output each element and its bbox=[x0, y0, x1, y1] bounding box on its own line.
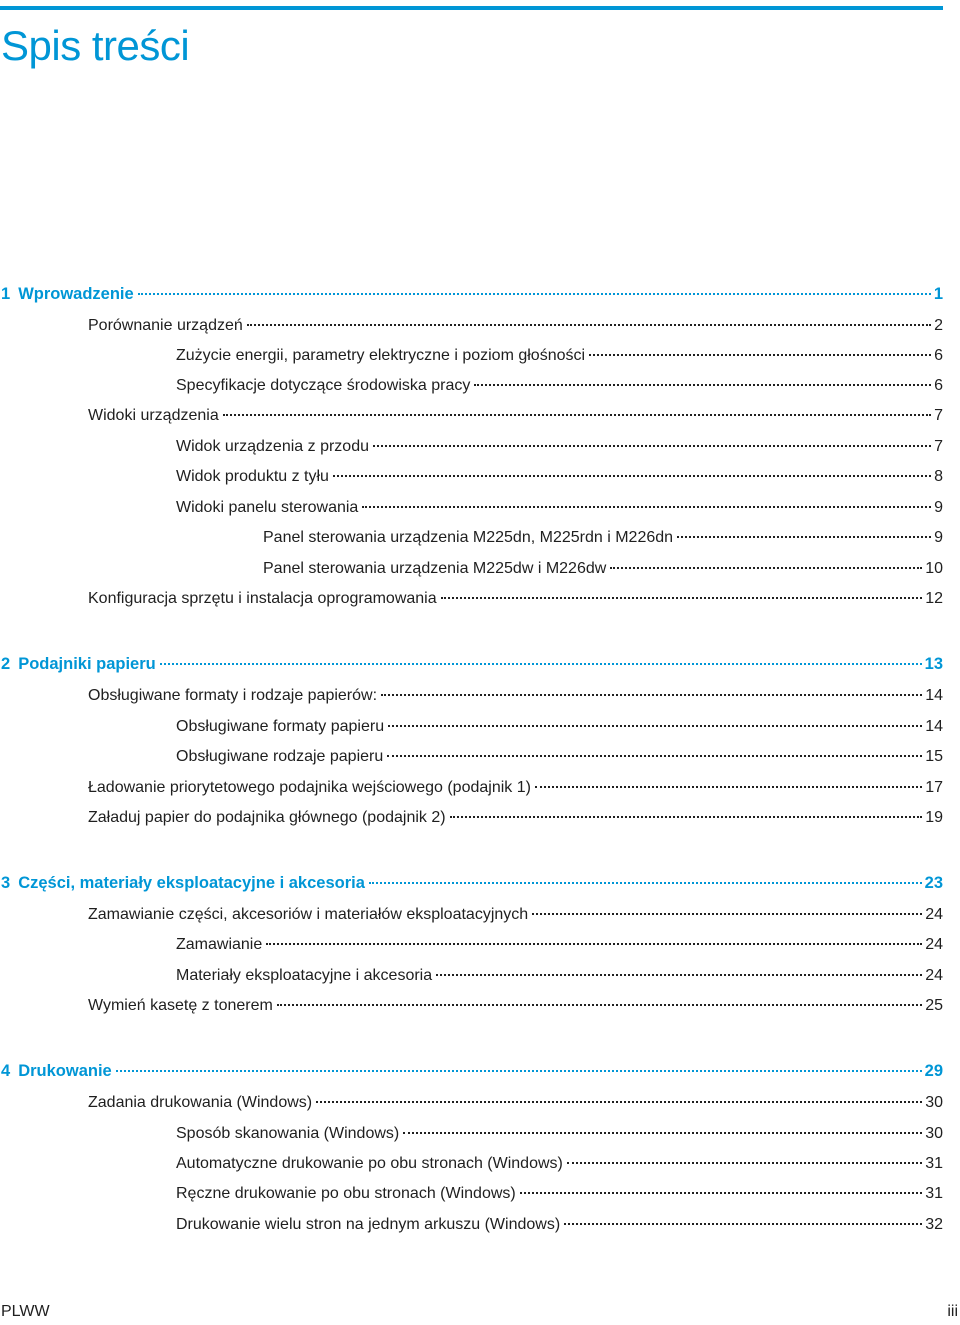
page-number: 1 bbox=[933, 285, 943, 303]
chapter-number: 2 bbox=[1, 655, 11, 673]
chapter-number: 3 bbox=[1, 874, 11, 892]
toc-chapter-1[interactable] bbox=[1, 282, 943, 306]
chapter-title: Drukowanie bbox=[18, 1062, 112, 1080]
page-number: 10 bbox=[925, 560, 943, 577]
entry-title: Obsługiwane formaty papieru bbox=[176, 718, 385, 735]
page-number: 24 bbox=[925, 936, 943, 953]
toc-entry[interactable] bbox=[88, 776, 943, 800]
entry-title: Sposób skanowania (Windows) bbox=[176, 1125, 400, 1142]
page-number: 13 bbox=[924, 655, 943, 673]
dot-leader bbox=[589, 352, 931, 356]
toc-chapter-3[interactable] bbox=[1, 871, 943, 895]
dot-leader bbox=[138, 291, 931, 295]
toc-entry[interactable] bbox=[176, 933, 943, 957]
page-number: 9 bbox=[934, 529, 943, 546]
entry-title: Zamawianie części, akcesoriów i materiałów eksploatacyjnych bbox=[88, 906, 529, 923]
entry-title: Panel sterowania urządzenia M225dw i M226dw bbox=[263, 560, 607, 577]
toc-entry[interactable] bbox=[176, 745, 943, 769]
entry-title: Obsługiwane rodzaje papieru bbox=[176, 748, 384, 765]
entry-title: Drukowanie wielu stron na jednym arkuszu (Windows) bbox=[176, 1216, 561, 1233]
toc-entry[interactable] bbox=[176, 435, 943, 459]
page-number: 8 bbox=[934, 468, 943, 485]
page-number: 24 bbox=[925, 906, 943, 923]
entry-title: Widok urządzenia z przodu bbox=[176, 438, 369, 455]
page-number: 23 bbox=[924, 874, 943, 892]
dot-leader bbox=[610, 565, 922, 569]
dot-leader bbox=[247, 322, 931, 326]
toc-entry[interactable] bbox=[88, 1091, 943, 1115]
page-number: 7 bbox=[934, 438, 943, 455]
dot-leader bbox=[369, 880, 922, 884]
entry-title: Porównanie urządzeń bbox=[88, 317, 243, 334]
toc-entry[interactable] bbox=[176, 1122, 943, 1146]
toc-entry[interactable] bbox=[88, 587, 943, 611]
page-number: 19 bbox=[925, 809, 943, 826]
entry-title: Widoki urządzenia bbox=[88, 407, 219, 424]
toc-entry[interactable] bbox=[176, 465, 943, 489]
chapter-title: Wprowadzenie bbox=[18, 285, 134, 303]
page-number: 12 bbox=[925, 590, 943, 607]
dot-leader bbox=[441, 595, 923, 599]
page-number: 32 bbox=[925, 1216, 943, 1233]
page-number: 14 bbox=[925, 718, 943, 735]
page-number: 7 bbox=[934, 407, 943, 424]
toc-entry[interactable] bbox=[176, 1152, 943, 1176]
dot-leader bbox=[677, 534, 931, 538]
page-number: 29 bbox=[924, 1062, 943, 1080]
dot-leader bbox=[535, 784, 922, 788]
toc-entry[interactable] bbox=[176, 715, 943, 739]
dot-leader bbox=[373, 443, 931, 447]
dot-leader bbox=[564, 1221, 922, 1225]
page-number: 9 bbox=[934, 499, 943, 516]
toc-chapter-2[interactable] bbox=[1, 652, 943, 676]
page-number: 24 bbox=[925, 967, 943, 984]
page-title: Spis treści bbox=[1, 22, 190, 69]
toc-entry[interactable] bbox=[263, 557, 943, 581]
dot-leader bbox=[381, 692, 922, 696]
dot-leader bbox=[436, 972, 922, 976]
page-number: 30 bbox=[925, 1094, 943, 1111]
dot-leader bbox=[116, 1068, 922, 1072]
toc-entry[interactable] bbox=[176, 1182, 943, 1206]
dot-leader bbox=[362, 504, 931, 508]
entry-title: Ręczne drukowanie po obu stronach (Windows) bbox=[176, 1185, 516, 1202]
dot-leader bbox=[520, 1190, 922, 1194]
dot-leader bbox=[160, 661, 922, 665]
entry-title: Ładowanie priorytetowego podajnika wejściowego (podajnik 1) bbox=[88, 779, 531, 796]
dot-leader bbox=[316, 1099, 922, 1103]
dot-leader bbox=[450, 814, 923, 818]
entry-title: Obsługiwane formaty i rodzaje papierów: bbox=[88, 687, 378, 704]
page-number: 31 bbox=[925, 1185, 943, 1202]
toc-entry[interactable] bbox=[176, 374, 943, 398]
chapter-title: Podajniki papieru bbox=[18, 655, 156, 673]
toc-entry[interactable] bbox=[88, 806, 943, 830]
page-number: 17 bbox=[925, 779, 943, 796]
entry-title: Zadania drukowania (Windows) bbox=[88, 1094, 313, 1111]
chapter-number: 4 bbox=[1, 1062, 11, 1080]
footer-locale-code: PLWW bbox=[1, 1303, 50, 1320]
page-number: 14 bbox=[925, 687, 943, 704]
chapter-title: Części, materiały eksploatacyjne i akcesoria bbox=[18, 874, 365, 892]
dot-leader bbox=[266, 941, 922, 945]
toc-entry[interactable] bbox=[88, 314, 943, 338]
dot-leader bbox=[388, 723, 922, 727]
dot-leader bbox=[277, 1002, 922, 1006]
toc-entry[interactable] bbox=[176, 496, 943, 520]
toc-entry[interactable] bbox=[88, 903, 943, 927]
entry-title: Materiały eksploatacyjne i akcesoria bbox=[176, 967, 433, 984]
toc-entry[interactable] bbox=[176, 964, 943, 988]
footer-page-number: iii bbox=[947, 1303, 958, 1320]
dot-leader bbox=[403, 1130, 922, 1134]
page-number: 6 bbox=[934, 377, 943, 394]
page-number: 6 bbox=[934, 347, 943, 364]
entry-title: Specyfikacje dotyczące środowiska pracy bbox=[176, 377, 471, 394]
toc-entry[interactable] bbox=[88, 404, 943, 428]
toc-entry[interactable] bbox=[176, 1213, 943, 1237]
dot-leader bbox=[474, 382, 931, 386]
entry-title: Konfiguracja sprzętu i instalacja oprogramowania bbox=[88, 590, 437, 607]
entry-title: Wymień kasetę z tonerem bbox=[88, 997, 273, 1014]
toc-entry[interactable] bbox=[88, 994, 943, 1018]
entry-title: Widoki panelu sterowania bbox=[176, 499, 359, 516]
entry-title: Panel sterowania urządzenia M225dn, M225rdn i M226dn bbox=[263, 529, 674, 546]
page-number: 15 bbox=[925, 748, 943, 765]
page-number: 30 bbox=[925, 1125, 943, 1142]
toc-chapter-4[interactable] bbox=[1, 1059, 943, 1083]
entry-title: Zużycie energii, parametry elektryczne i poziom głośności bbox=[176, 347, 586, 364]
dot-leader bbox=[333, 473, 931, 477]
entry-title: Załaduj papier do podajnika głównego (podajnik 2) bbox=[88, 809, 446, 826]
dot-leader bbox=[223, 412, 931, 416]
toc-entry[interactable] bbox=[88, 684, 943, 708]
dot-leader bbox=[387, 753, 922, 757]
page-number: 31 bbox=[925, 1155, 943, 1172]
dot-leader bbox=[567, 1160, 922, 1164]
entry-title: Widok produktu z tyłu bbox=[176, 468, 329, 485]
chapter-number: 1 bbox=[1, 285, 11, 303]
page-number: 2 bbox=[934, 317, 943, 334]
entry-title: Automatyczne drukowanie po obu stronach (Windows) bbox=[176, 1155, 563, 1172]
toc-entry[interactable] bbox=[176, 344, 943, 368]
dot-leader bbox=[532, 911, 922, 915]
entry-title: Zamawianie bbox=[176, 936, 263, 953]
toc-entry[interactable] bbox=[263, 526, 943, 550]
page-number: 25 bbox=[925, 997, 943, 1014]
